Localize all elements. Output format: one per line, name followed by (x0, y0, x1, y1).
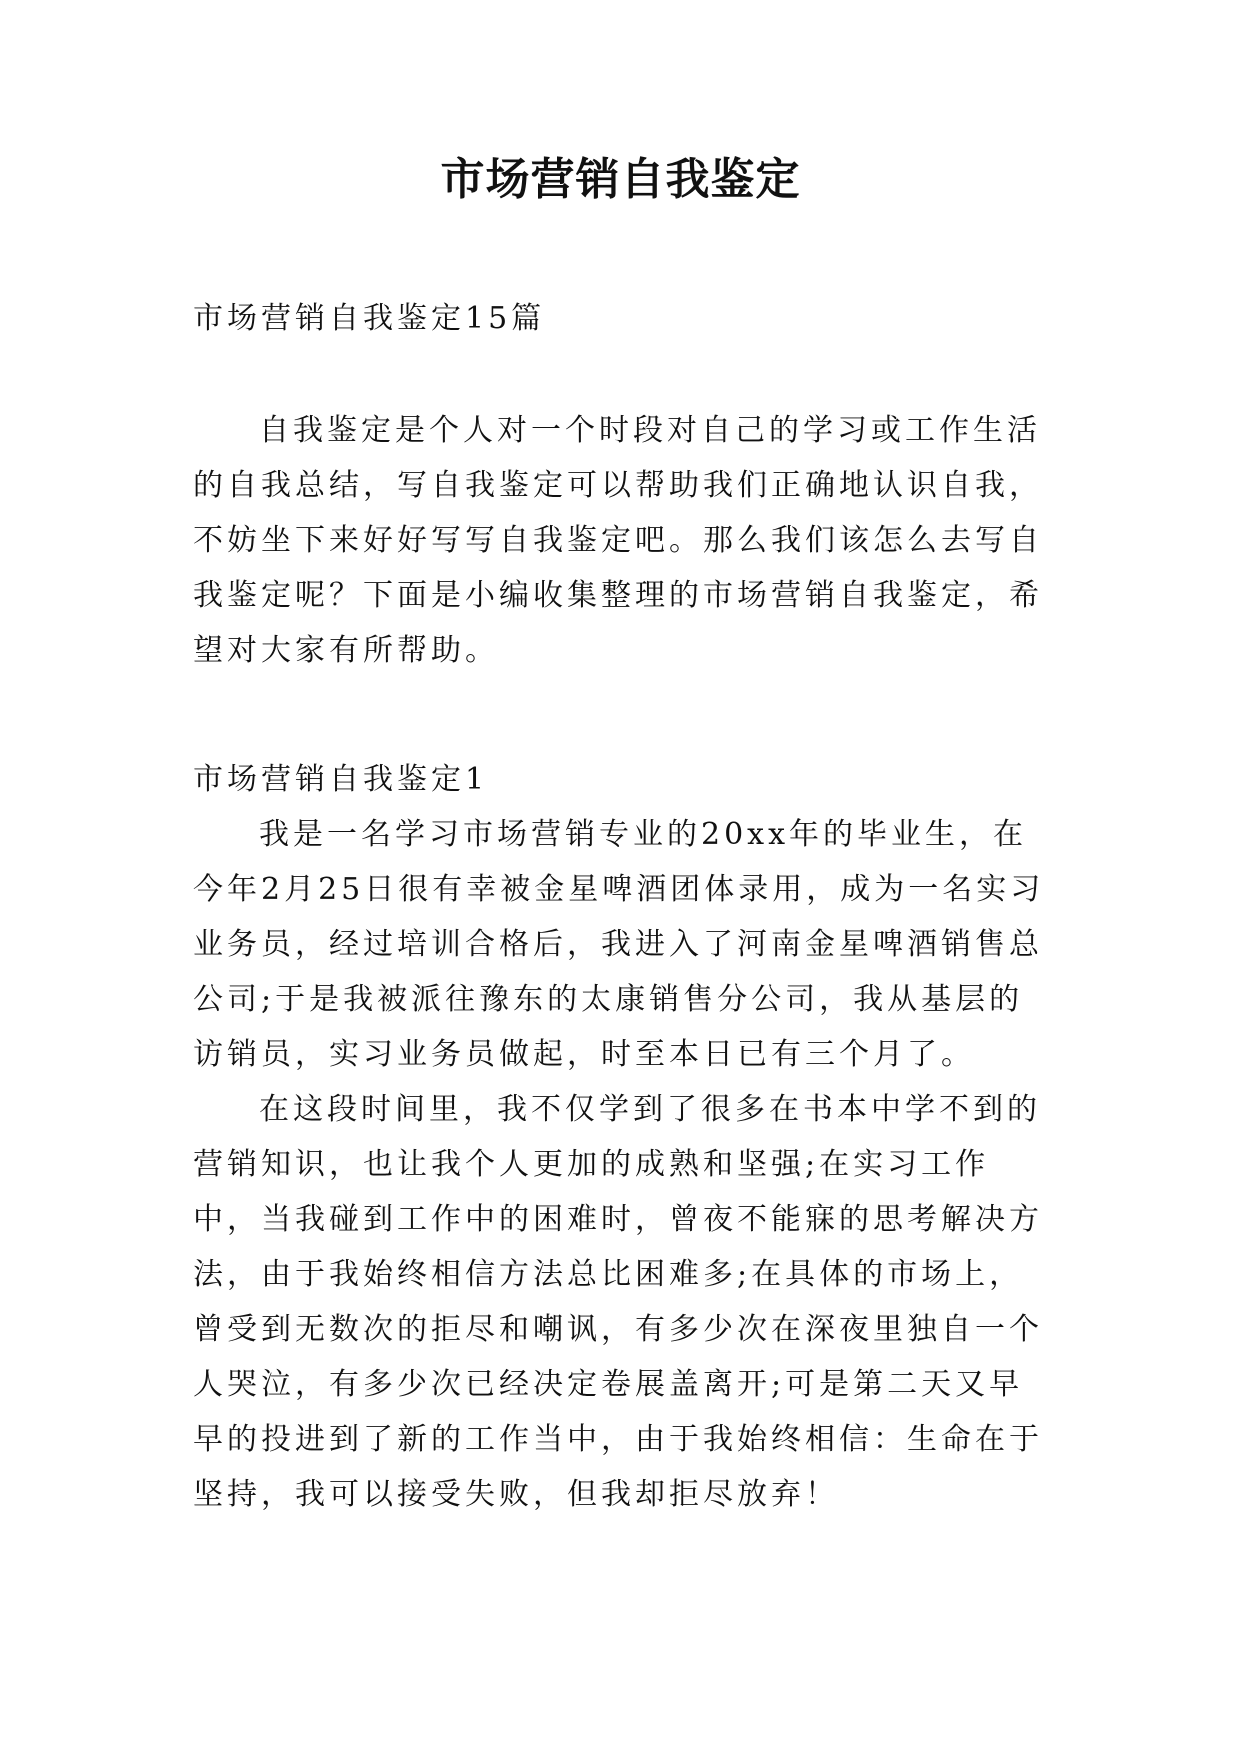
intro-paragraph: 自我鉴定是个人对一个时段对自己的学习或工作生活的自我总结，写自我鉴定可以帮助我们正确地认识自我，不妨坐下来好好写写自我鉴定吧。那么我们该怎么去写自我鉴定呢？下面是小编收集整理的市场营销自我鉴定，希望对大家有所帮助。 (193, 413, 1043, 668)
body-paragraph-2: 在这段时间里，我不仅学到了很多在书本中学不到的营销知识，也让我个人更加的成熟和坚强;在实习工作中，当我碰到工作中的困难时，曾夜不能寐的思考解决方法，由于我始终相信方法总比困难多;在具体的市场上，曾受到无数次的拒尽和嘲讽，有多少次在深夜里独自一个人哭泣，有多少次已经决定卷展盖离开;可是第二天又早早的投进到了新的工作当中，由于我始终相信：生命在于坚持，我可以接受失败，但我却拒尽放弃！ (193, 1092, 1043, 1512)
body-paragraph-1: 我是一名学习市场营销专业的20xx年的毕业生，在今年2月25日很有幸被金星啤酒团体录用，成为一名实习业务员，经过培训合格后，我进入了河南金星啤酒销售总公司;于是我被派往豫东的太康销售分公司，我从基层的访销员，实习业务员做起，时至本日已有三个月了。 (193, 817, 1045, 1072)
section-heading: 市场营销自我鉴定1 (193, 762, 489, 797)
document-subtitle: 市场营销自我鉴定15篇 (193, 301, 546, 336)
document-title: 市场营销自我鉴定 (440, 154, 801, 205)
